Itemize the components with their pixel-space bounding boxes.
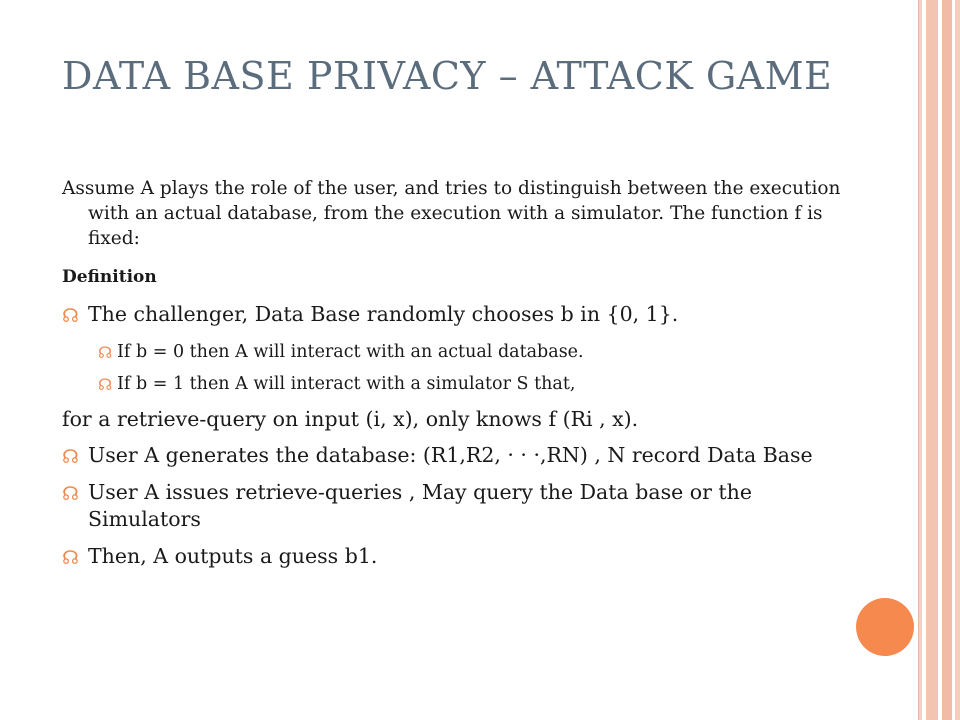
ring-bullet-icon: ☊ xyxy=(98,343,113,362)
ring-bullet-icon: ☊ xyxy=(62,483,79,505)
bullet-item xyxy=(62,442,852,469)
decorative-rule xyxy=(918,0,919,720)
slide-title: DATA BASE PRIVACY – ATTACK GAME xyxy=(62,54,833,98)
bullet-text: The challenger, Data Base randomly chooses b in {0, 1}. xyxy=(88,302,679,326)
sub-bullet-item xyxy=(62,340,852,364)
sub-bullet-text: If b = 1 then A will interact with a simulator S that, xyxy=(117,374,576,394)
ring-bullet-icon: ☊ xyxy=(62,547,79,569)
definition-heading: Definition xyxy=(62,267,157,287)
bullet-item xyxy=(62,479,852,533)
ring-bullet-icon: ☊ xyxy=(62,446,79,468)
ring-bullet-icon: ☊ xyxy=(62,305,79,327)
decorative-circle xyxy=(856,598,914,656)
bullet-text: User A generates the database: (R1,R2, · · ·,RN) , N record Data Base xyxy=(88,443,813,467)
intro-paragraph: Assume A plays the role of the user, and tries to distinguish between the execution with an actual database, from the execution with a simulator. The function f is fixed: xyxy=(62,178,841,249)
decorative-side-band xyxy=(918,0,960,720)
bullet-text: User A issues retrieve-queries , May query the Data base or the Simulators xyxy=(88,480,752,531)
slide-body xyxy=(62,176,852,570)
sub-bullet-text: If b = 0 then A will interact with an actual database. xyxy=(117,342,584,362)
bullet-text: Then, A outputs a guess b1. xyxy=(88,544,378,568)
ring-bullet-icon: ☊ xyxy=(98,375,113,394)
bullet-item xyxy=(62,301,852,328)
bullet-item xyxy=(62,543,852,570)
continuation-line: for a retrieve-query on input (i, x), only knows f (Ri , x). xyxy=(62,407,639,431)
sub-bullet-item xyxy=(62,372,852,396)
